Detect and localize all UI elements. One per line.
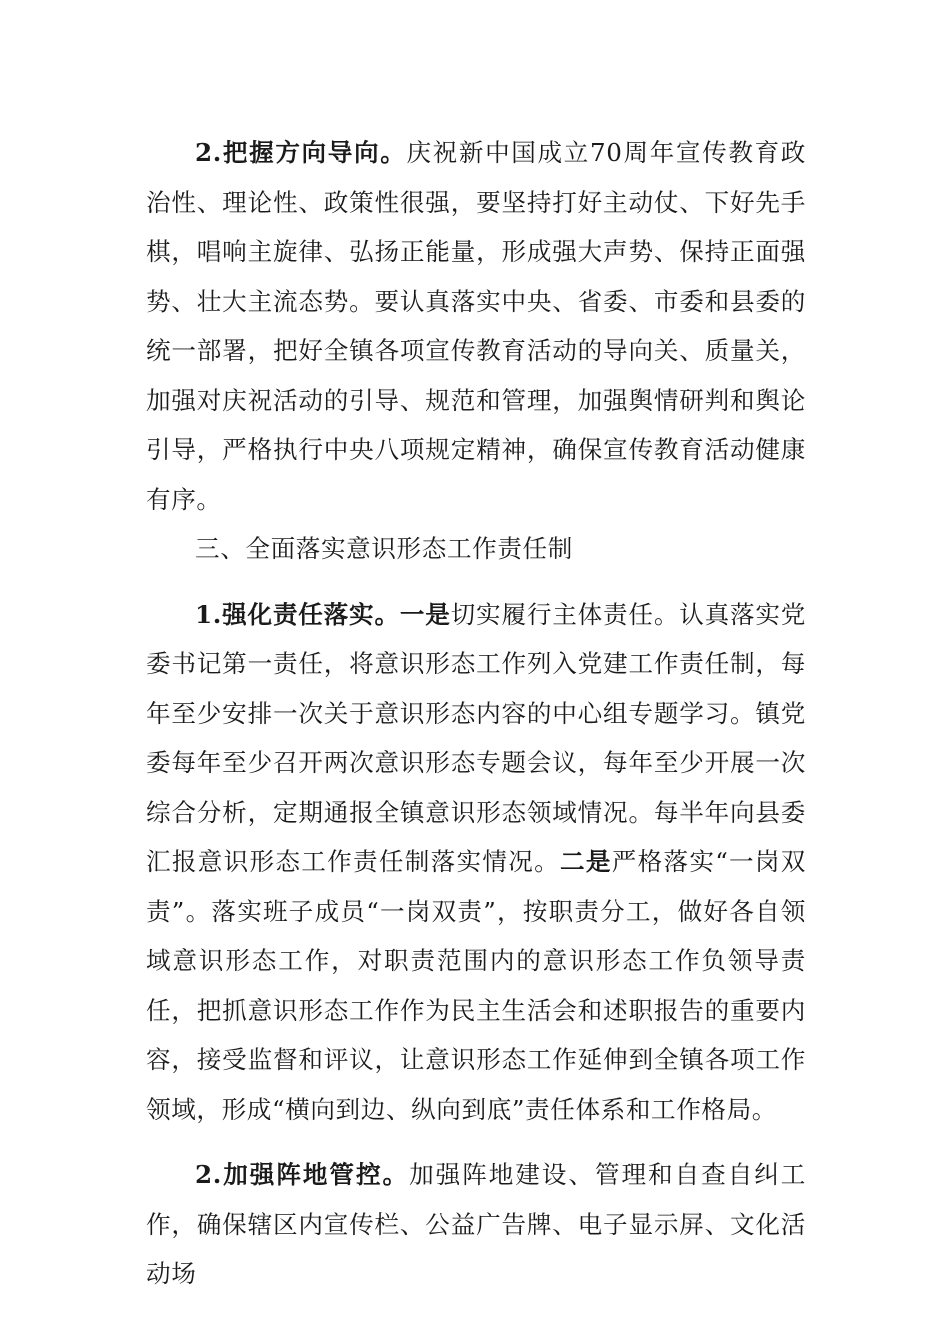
paragraph-text: 庆祝新中国成立70周年宣传教育政治性、理论性、政策性很强，要坚持打好主动仗、下好先手棋，唱响主旋律、弘扬正能量，形成强大声势、保持正面强势、壮大主流态势。要认真落实中央、省委、市委和县委的统一部署，把好全镇各项宣传教育活动的导向关、质量关，加强对庆祝活动的引导、规范和管理，加强舆情研判和舆论引导，严格执行中央八项规定精神，确保宣传教育活动健康有序。 — [146, 138, 806, 514]
paragraph-lead: 2.加强阵地管控。 — [195, 1160, 410, 1189]
paragraph-text: 加强阵地建设、管理和自查自纠工作，确保辖区内宣传栏、公益广告牌、电子显示屏、文化活动场 — [146, 1160, 806, 1288]
paragraph-text: 严格落实“一岗双责”。落实班子成员“一岗双责”，按职责分工，做好各自领域意识形态工作，对职责范围内的意识形态工作负领导责任，把抓意识形态工作作为民主生活会和述职报告的重要内容，接受监督和评议，让意识形态工作延伸到全镇各项工作领域，形成“横向到边、纵向到底”责任体系和工作格局。 — [146, 847, 806, 1124]
paragraph-responsibility — [146, 590, 806, 1135]
paragraph-lead: 2.把握方向导向。 — [195, 138, 407, 167]
point-marker: 一是 — [399, 599, 451, 629]
document-body — [146, 128, 806, 1299]
paragraph-direction-guidance — [146, 128, 806, 524]
paragraph-position-control — [146, 1150, 806, 1299]
paragraph-text: 切实履行主体责任。认真落实党委书记第一责任，将意识形态工作列入党建工作责任制，每年至少安排一次关于意识形态内容的中心组专题学习。镇党委每年至少召开两次意识形态专题会议，每年至少开展一次综合分析，定期通报全镇意识形态领域情况。每半年向县委汇报意识形态工作责任制落实情况。 — [146, 599, 807, 876]
point-marker: 二是 — [559, 847, 612, 876]
paragraph-lead: 1.强化责任落实。 — [195, 599, 400, 629]
section-heading: 三、全面落实意识形态工作责任制 — [195, 534, 573, 563]
